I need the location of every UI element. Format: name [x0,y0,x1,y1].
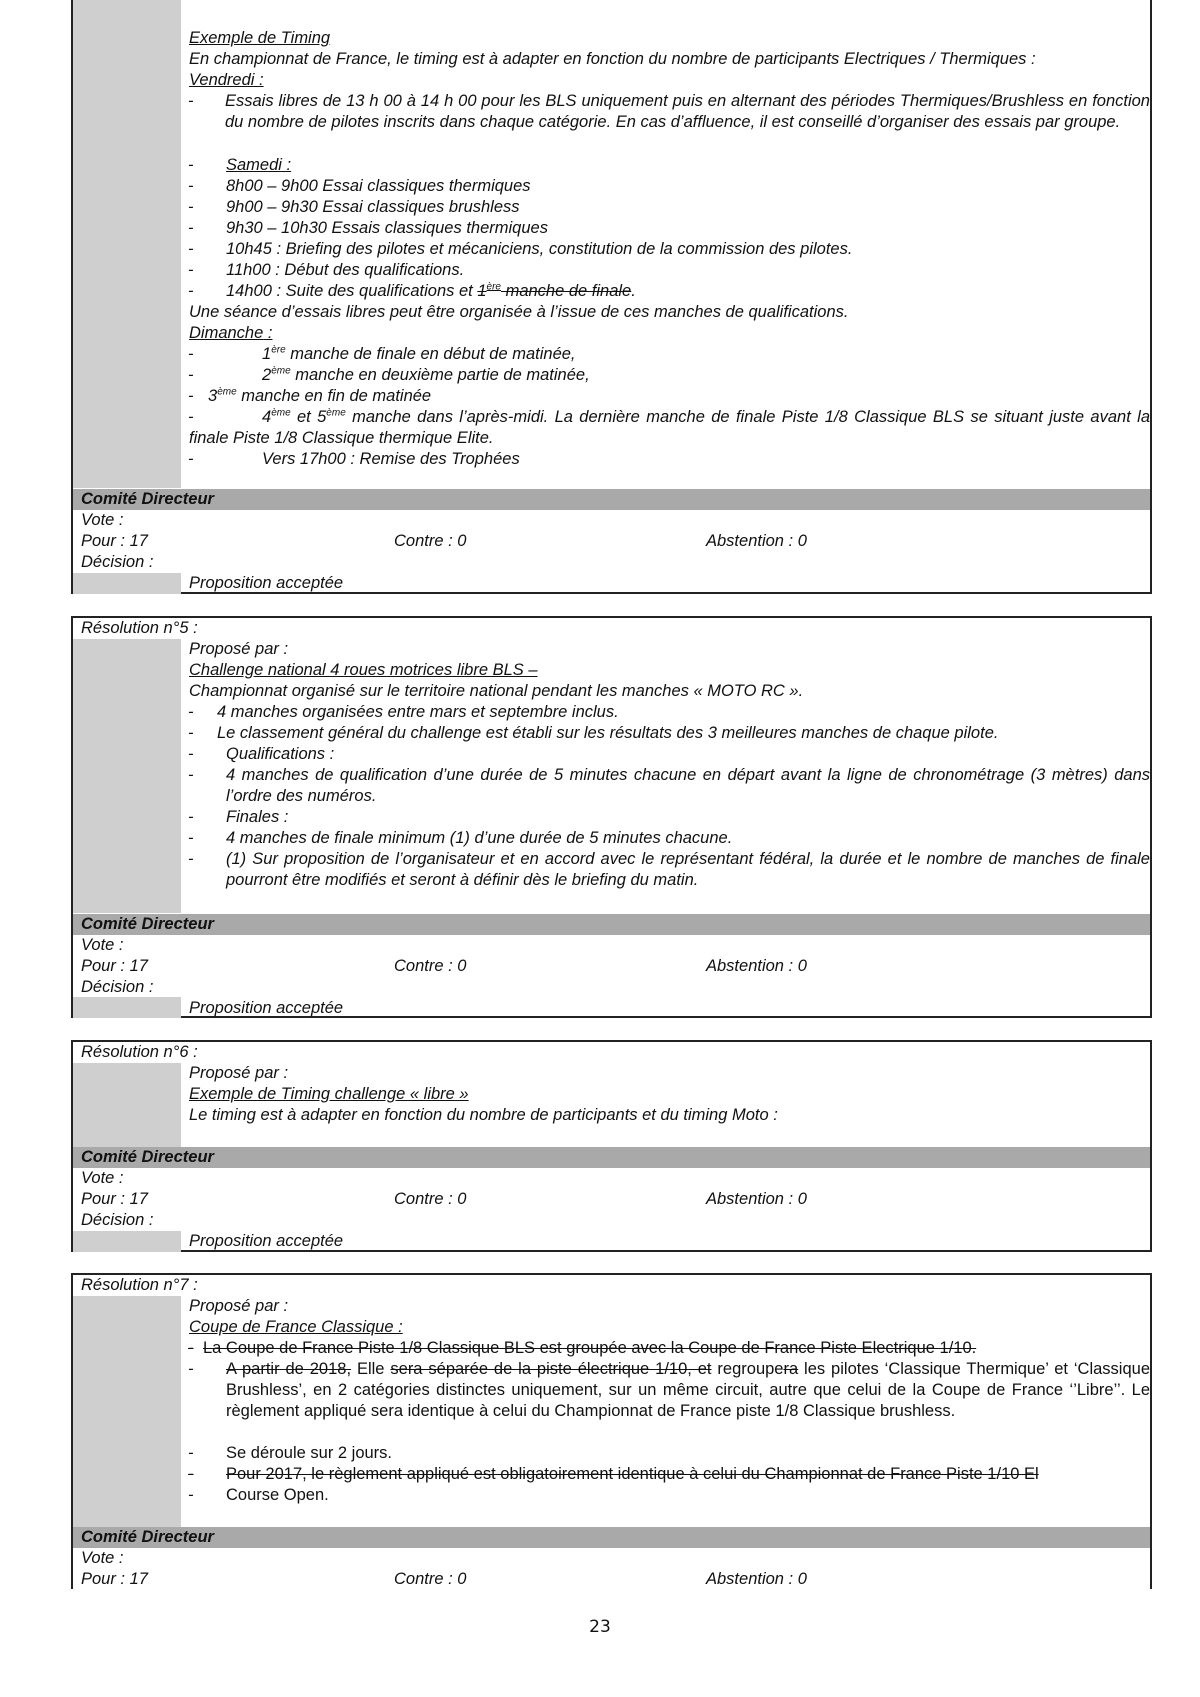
superscript: ème [217,386,237,398]
vote-pour: Pour : 17 [81,1190,148,1208]
vote-label: Vote : [81,936,124,954]
comite-directeur-band [73,1527,1150,1548]
intro-text: Le timing est à adapter en fonction du nombre de participants et du timing Moto : [189,1106,778,1124]
comite-directeur-label: Comité Directeur [81,1528,214,1546]
decision-result: Proposition acceptée [189,574,344,592]
resolution-7-box [71,1273,1152,1589]
vote-pour: Pour : 17 [81,532,148,550]
resolution-6-box [71,1040,1152,1252]
samedi-item-last: 14h00 : Suite des qualifications et 1ère manche de finale. [226,281,636,300]
propose-par: Proposé par : [189,1064,289,1082]
left-gutter [73,639,181,913]
bullet-dash: - [188,387,194,405]
decision-result: Proposition acceptée [189,999,344,1017]
list-item-text: les pilotes ‘Classique Thermique’ et ‘Classique Brushless’, en 2 catégories distinctes uniquement, sur un même circuit, autre que celui de la Coupe de France ‘’Libre’’. Le règlement appliqué sera identique à celui du Championnat de France piste 1/8 Classique brushless. [226,1360,1150,1420]
left-gutter [73,573,181,594]
vendredi-text: Essais libres de 13 h 00 à 14 h 00 pour les BLS uniquement puis en alternant des périodes Thermiques/Brushless en fonction du nombre de pilotes inscrits dans chaque catégorie. En cas d’affluence, il est conseillé d’organiser des essais par groupe. [225,92,1150,131]
dimanche-item [208,386,431,407]
vote-contre: Contre : 0 [394,532,467,550]
day-label: Samedi [226,156,282,174]
superscript: ère [271,344,286,356]
resolution-heading: Résolution n°5 : [81,619,198,637]
bullet-dash: - [188,177,194,195]
samedi-item-text: 14h00 : Suite des qualifications et [226,282,478,300]
manche-number: 1 [262,345,272,363]
struck-text [477,282,631,300]
bullet-dash: - [188,745,194,763]
dimanche-item-text: et 5 [290,408,327,426]
vote-contre: Contre : 0 [394,1190,467,1208]
vote-label: Vote : [81,1169,124,1187]
struck-number: 1 [477,282,487,300]
samedi-item: 11h00 : Début des qualifications. [226,261,465,279]
struck-list-item: Pour 2017, le règlement appliqué est obligatoirement identique à celui du Championnat de France Piste 1/10 El [226,1465,1039,1483]
samedi-item: 9h30 – 10h30 Essais classiques thermiques [226,219,548,237]
dimanche-item-text: manche en deuxième partie de matinée, [290,366,590,384]
list-item: Qualifications : [226,745,335,763]
dimanche-item-long [189,407,1150,449]
propose-par: Proposé par : [189,640,289,658]
day-heading-dimanche: Dimanche : [189,324,273,342]
resolution-heading: Résolution n°7 : [81,1276,198,1294]
list-item: Course Open. [226,1486,329,1504]
manche-number: 3 [208,387,218,405]
decision-label: Décision : [81,978,154,996]
bullet-dash: - [188,261,194,279]
struck-bullet: - [188,1465,194,1483]
comite-directeur-band [73,914,1150,935]
left-gutter [73,997,181,1018]
struck-text-tail: manche de finale [500,282,632,300]
list-item: (1) Sur proposition de l’organisateur et en accord avec le représentant fédéral, la durée et le nombre de manches de finale pourront être modifiés et seront à définir dès le briefing du matin. [226,850,1150,889]
bullet-dash: - [188,345,194,363]
bullet-dash: - [188,766,194,784]
resolution-title: Coupe de France Classique : [189,1318,403,1336]
propose-par: Proposé par : [189,1297,289,1315]
dimanche-item-text: manche de finale en début de matinée, [285,345,576,363]
bullet-dash: - [188,724,194,742]
list-item: Se déroule sur 2 jours. [226,1444,393,1462]
superscript: ème [271,407,291,419]
decision-result: Proposition acceptée [189,1232,344,1250]
resolution-title: Exemple de Timing challenge « libre » [189,1085,469,1103]
superscript: ème [326,407,346,419]
left-gutter [73,1231,181,1252]
resolution-4-continued-box [71,0,1152,594]
resolution-5-box [71,616,1152,1018]
bullet-dash: - [188,1360,194,1378]
bullet-dash: - [188,366,194,384]
vote-abstention: Abstention : 0 [706,1570,807,1588]
struck-text: A partir de 2018, [226,1360,352,1378]
vote-abstention: Abstention : 0 [706,532,807,550]
day-label: Dimanche [189,324,264,342]
superscript: ème [271,365,291,377]
list-item-text: Elle [351,1360,391,1378]
left-gutter [73,1063,181,1147]
vote-label: Vote : [81,511,124,529]
resolution-heading: Résolution n°6 : [81,1043,198,1061]
decision-label: Décision : [81,1211,154,1229]
dimanche-item-text: manche dans l’après-midi. La dernière manche de finale Piste 1/8 Classique BLS se situant juste avant la finale Piste 1/8 Classique thermique Elite. [189,408,1150,447]
comite-directeur-band [73,489,1150,510]
intro-text: En championnat de France, le timing est à adapter en fonction du nombre de participants Electriques / Thermiques : [189,50,1036,68]
day-heading-samedi: Samedi : [226,156,292,174]
bullet-dash: - [188,450,194,468]
list-item [226,1359,1150,1422]
intro-text: Championnat organisé sur le territoire national pendant les manches « MOTO RC ». [189,682,804,700]
dimanche-item [262,344,576,365]
page-number: 23 [589,1617,611,1637]
comite-directeur-label: Comité Directeur [81,915,214,933]
list-item: 4 manches de qualification d’une durée de 5 minutes chacune en départ avant la ligne de chronométrage (3 mètres) dans l’ordre des numéros. [226,766,1150,805]
bullet-dash: - [188,850,194,868]
bullet-dash: - [188,282,194,300]
list-item-text: regroupe [711,1360,784,1378]
samedi-item: 10h45 : Briefing des pilotes et mécaniciens, constitution de la commission des pilotes. [226,240,853,258]
bullet-dash: - [188,808,194,826]
list-item: Finales : [226,808,289,826]
list-item: 4 manches organisées entre mars et septembre inclus. [217,703,619,721]
left-gutter [73,1296,181,1548]
bullet-dash: - [188,219,194,237]
bullet-dash: - [188,829,194,847]
struck-list-item: La Coupe de France Piste 1/8 Classique BLS est groupée avec la Coupe de France Piste Electrique 1/10. [203,1339,977,1357]
resolution-title: Challenge national 4 roues motrices libre BLS – [189,661,538,679]
bullet-dash: - [188,1486,194,1504]
decision-label: Décision : [81,553,154,571]
manche-number: 4 [262,408,272,426]
vote-pour: Pour : 17 [81,957,148,975]
bullet-dash: - [188,703,194,721]
bullet-dash: - [188,92,194,110]
superscript: ère [486,281,501,293]
bullet-dash: - [188,1444,194,1462]
bullet-dash: - [188,240,194,258]
vote-abstention: Abstention : 0 [706,957,807,975]
comite-directeur-band [73,1147,1150,1168]
vote-pour: Pour : 17 [81,1570,148,1588]
bullet-dash: - [188,408,194,426]
list-item: 4 manches de finale minimum (1) d’une durée de 5 minutes chacune. [226,829,733,847]
dimanche-item: Vers 17h00 : Remise des Trophées [262,450,520,468]
manche-number: 2 [262,366,272,384]
left-gutter [73,0,181,488]
list-item: Le classement général du challenge est établi sur les résultats des 3 meilleures manches de chaque pilote. [217,724,999,742]
samedi-item: 8h00 – 9h00 Essai classiques thermiques [226,177,531,195]
vote-contre: Contre : 0 [394,1570,467,1588]
vote-label: Vote : [81,1549,124,1567]
section-title: Exemple de Timing [189,29,331,47]
vote-abstention: Abstention : 0 [706,1190,807,1208]
comite-directeur-label: Comité Directeur [81,1148,214,1166]
seance-note: Une séance d’essais libres peut être organisée à l’issue de ces manches de qualifications. [189,303,849,321]
struck-text: sera séparée de la piste électrique 1/10, et [390,1360,712,1378]
bullet-dash: - [188,198,194,216]
struck-bullet: - [188,1339,194,1357]
day-heading-vendredi: Vendredi : [189,71,264,89]
comite-directeur-label: Comité Directeur [81,490,214,508]
struck-text: ra [783,1360,799,1378]
dimanche-item-text: manche en fin de matinée [236,387,432,405]
vote-contre: Contre : 0 [394,957,467,975]
samedi-item: 9h00 – 9h30 Essai classiques brushless [226,198,520,216]
dimanche-item [262,365,590,386]
day-label: Vendredi [189,71,255,89]
bullet-dash: - [188,156,194,174]
